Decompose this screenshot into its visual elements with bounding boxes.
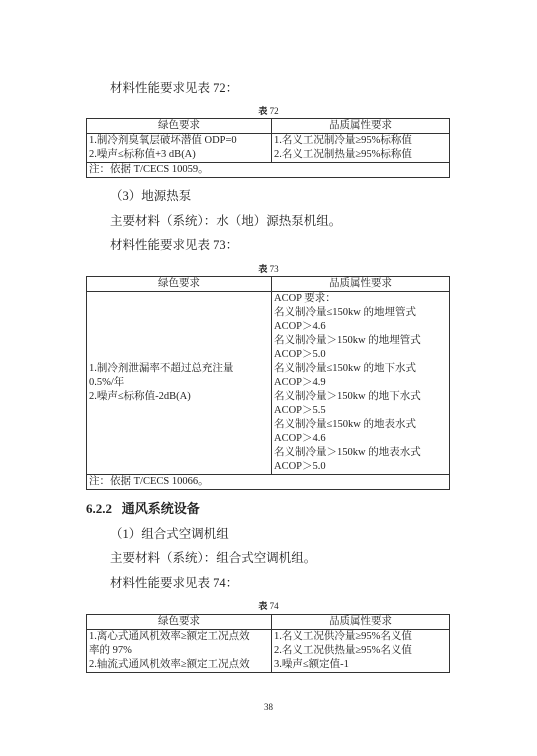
table74-green-line: 2.轴流式通风机效率≥额定工况点效 — [89, 659, 250, 670]
table72-caption-number: 72 — [269, 106, 279, 116]
section-title: 通风系统设备 — [121, 501, 200, 516]
table73-quality-line: 名义制冷量≤150kw 的地下水式 — [274, 363, 416, 374]
table74-header-green: 绿色要求 — [87, 615, 272, 630]
table73-quality-line: ACOP＞4.6 — [274, 433, 326, 444]
table72-header-quality: 品质属性要求 — [272, 119, 450, 134]
table74-quality-line: 3.噪声≤额定值-1 — [274, 659, 349, 670]
table72-green-line: 2.噪声≤标称值+3 dB(A) — [89, 149, 196, 160]
table73-quality-line: ACOP＞5.0 — [274, 349, 326, 360]
table72-quality-line: 1.名义工况制冷量≥95%标称值 — [274, 135, 412, 146]
table73-quality-cell — [272, 292, 450, 475]
table73-quality-line: ACOP＞4.9 — [274, 377, 326, 388]
paragraph-main-materials-ahu: 主要材料（系统）：组合式空调机组。 — [110, 551, 317, 565]
table73-caption — [0, 262, 537, 275]
paragraph-ground-source-heading: （3）地源热泵 — [110, 189, 192, 203]
section-heading-6-2-2 — [86, 498, 200, 517]
table-73 — [86, 276, 450, 490]
table74-quality-line: 2.名义工况供热量≥95%名义值 — [274, 645, 412, 656]
page-number: 38 — [264, 702, 273, 712]
table74-caption-number: 74 — [269, 601, 279, 611]
table73-green-line: 1.制冷剂泄漏率不超过总充注量 — [89, 363, 234, 374]
table74-quality-cell — [272, 630, 450, 673]
table74-caption — [0, 599, 537, 612]
table73-header-quality: 品质属性要求 — [272, 277, 450, 292]
table73-green-line: 2.噪声≤标称值-2dB(A) — [89, 391, 191, 402]
table72-quality-line: 2.名义工况制热量≥95%标称值 — [274, 149, 412, 160]
table73-quality-line: ACOP＞5.5 — [274, 405, 326, 416]
table73-header-green: 绿色要求 — [87, 277, 272, 292]
table74-caption-prefix: 表 — [258, 601, 268, 611]
paragraph-table74-intro: 材料性能要求见表 74： — [110, 576, 239, 590]
table74-header-quality: 品质属性要求 — [272, 615, 450, 630]
paragraph-table72-intro: 材料性能要求见表 72： — [110, 81, 239, 95]
table72-header-green: 绿色要求 — [87, 119, 272, 134]
table74-green-cell — [87, 630, 272, 673]
section-number: 6.2.2 — [86, 501, 112, 516]
table73-caption-number: 73 — [269, 264, 279, 274]
table73-green-cell — [87, 292, 272, 475]
table73-quality-line: 名义制冷量＞150kw 的地下水式 — [274, 391, 421, 402]
table73-quality-line: 名义制冷量＞150kw 的地表水式 — [274, 447, 421, 458]
table73-green-line: 0.5%/年 — [89, 377, 125, 388]
table72-green-line: 1.制冷剂臭氧层破坏潜值 ODP=0 — [89, 135, 237, 146]
table73-note: 注：依据 T/CECS 10066。 — [87, 475, 450, 490]
table74-quality-line: 1.名义工况供冷量≥95%名义值 — [274, 631, 412, 642]
table-72 — [86, 118, 450, 178]
table72-note: 注：依据 T/CECS 10059。 — [87, 163, 450, 178]
table-74 — [86, 614, 450, 673]
paragraph-table73-intro: 材料性能要求见表 73： — [110, 238, 239, 252]
table73-caption-prefix: 表 — [258, 264, 268, 274]
table73-quality-line: ACOP 要求： — [274, 293, 336, 304]
table72-caption-prefix: 表 — [258, 106, 268, 116]
table72-caption — [0, 104, 537, 117]
table73-quality-line: 名义制冷量≤150kw 的地表水式 — [274, 419, 416, 430]
paragraph-ahu-heading: （1）组合式空调机组 — [110, 527, 229, 541]
table73-quality-line: 名义制冷量＞150kw 的地埋管式 — [274, 335, 421, 346]
table73-quality-line: ACOP＞5.0 — [274, 461, 326, 472]
table73-quality-line: ACOP＞4.6 — [274, 321, 326, 332]
table74-green-line: 率的 97% — [89, 645, 132, 656]
table72-green-cell — [87, 134, 272, 163]
table74-green-line: 1.离心式通风机效率≥额定工况点效 — [89, 631, 250, 642]
table73-quality-line: 名义制冷量≤150kw 的地埋管式 — [274, 307, 416, 318]
paragraph-main-materials-heatpump: 主要材料（系统）：水（地）源热泵机组。 — [110, 214, 342, 228]
table72-quality-cell — [272, 134, 450, 163]
